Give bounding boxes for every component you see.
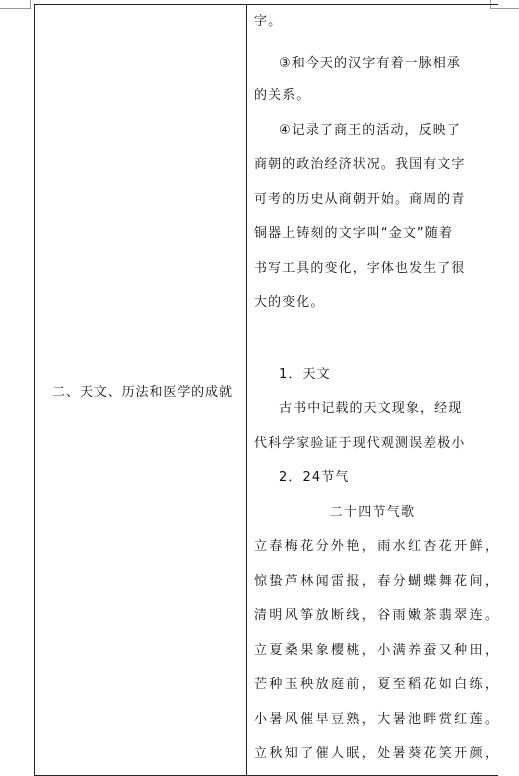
content-subheading: 2．24节气: [279, 470, 350, 485]
corner-crop-mark-left-vertical: [30, 0, 31, 9]
poem-line: 立秋知了催人眠，处暑葵花笑开颜，: [254, 746, 498, 761]
content-line: 字。: [254, 14, 283, 29]
content-line: 代科学家验证于现代观测误差极小: [254, 436, 466, 451]
poem-line: 惊蛰芦林闻雷报，春分蝴蝶舞花间，: [254, 574, 498, 589]
content-subheading: 1．天文: [279, 367, 331, 382]
content-line: 的关系。: [254, 88, 311, 103]
content-line: ④记录了商王的活动，反映了: [279, 123, 461, 138]
content-line: 商朝的政治经济状况。我国有文字: [254, 157, 466, 172]
poem-line: 立夏桑果象樱桃，小满养蚕又种田，: [254, 643, 498, 658]
poem-title: 二十四节气歌: [329, 505, 416, 520]
poem-line: 立春梅花分外艳，雨水红杏花开鲜，: [254, 539, 498, 554]
poem-line: 小暑风催早豆熟，大暑池畔赏红莲。: [254, 712, 498, 727]
section-title: 二、天文、历法和医学的成就: [52, 384, 233, 400]
corner-crop-mark-left-horizontal: [0, 8, 31, 9]
content-line: 大的变化。: [254, 295, 325, 310]
content-line: ③和今天的汉字有着一脉相承: [279, 56, 461, 71]
poem-line: 芒种玉秧放庭前，夏至稻花如白练，: [254, 677, 498, 692]
content-line: 古书中记载的天文现象，经现: [279, 401, 463, 416]
section-title-cell: [35, 5, 247, 776]
poem-line: 清明风筝放断线，谷雨嫩茶翡翠连。: [254, 608, 498, 623]
section-content: [247, 5, 498, 775]
content-line: 可考的历史从商朝开始。商周的青: [254, 192, 466, 207]
section-content-cell: [247, 5, 499, 776]
content-table: [34, 4, 498, 776]
content-line: 书写工具的变化，字体也发生了很: [254, 261, 466, 276]
table-row: [35, 5, 499, 776]
content-line: 铜器上铸刻的文字叫“金文”随着: [254, 226, 453, 241]
